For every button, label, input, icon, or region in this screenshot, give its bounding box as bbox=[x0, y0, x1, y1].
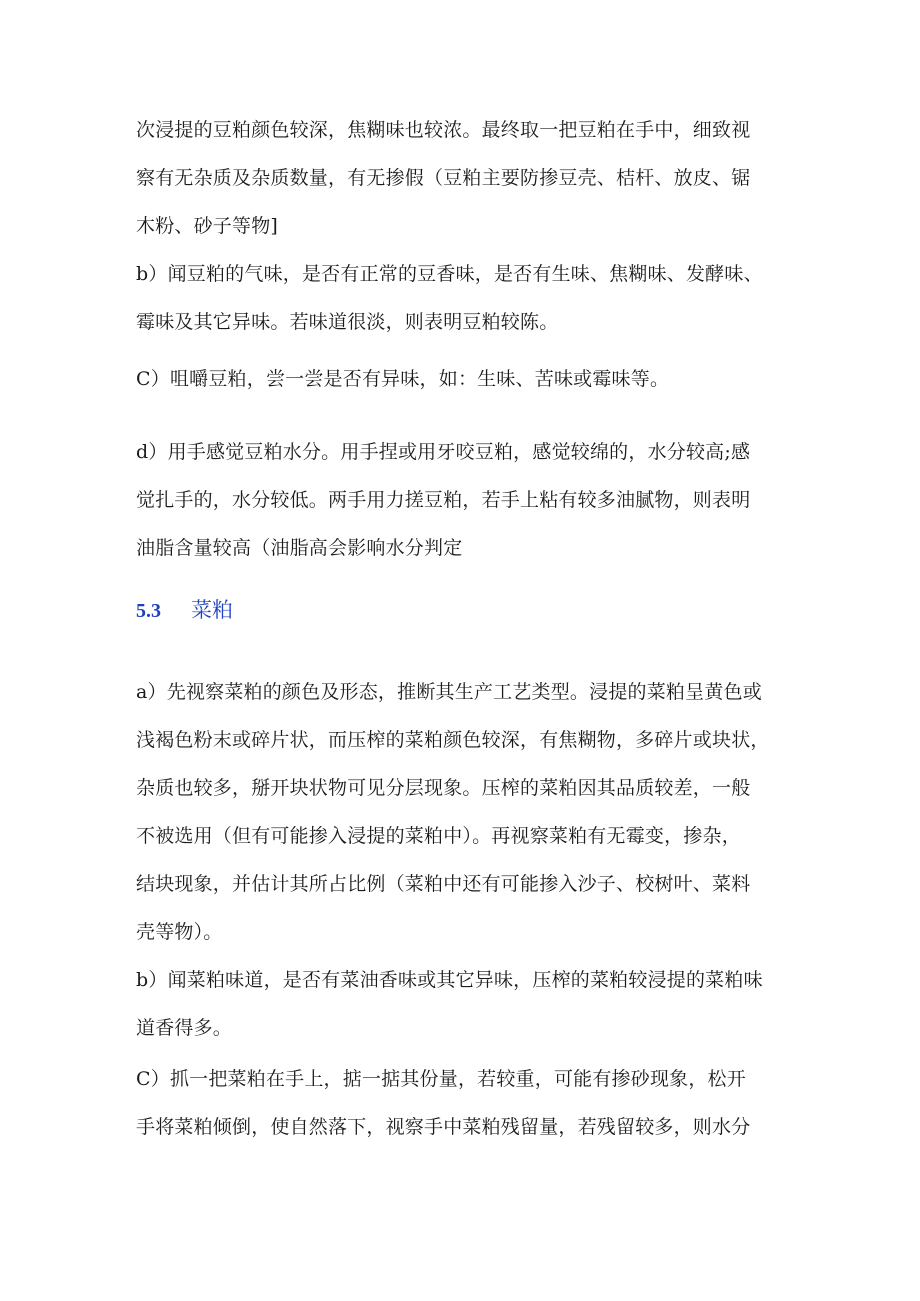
paragraph-line: 杂质也较多，掰开块状物可见分层现象。压榨的菜粕因其品质较差，一般 bbox=[136, 777, 751, 799]
section-number: 5.3 bbox=[136, 600, 161, 622]
paragraph-line: C）咀嚼豆粕，尝一尝是否有异味，如：生味、苦味或霉味等。 bbox=[136, 368, 670, 390]
paragraph-line: 察有无杂质及杂质数量，有无掺假（豆粕主要防掺豆壳、桔杆、放皮、锯 bbox=[136, 167, 751, 189]
paragraph-line: 觉扎手的，水分较低。两手用力搓豆粕，若手上粘有较多油腻物，则表明 bbox=[136, 489, 751, 511]
paragraph-line: 次浸提的豆粕颜色较深，焦糊味也较浓。最终取一把豆粕在手中，细致视 bbox=[136, 119, 751, 141]
paragraph-line: 霉味及其它异味。若味道很淡，则表明豆粕较陈。 bbox=[136, 311, 559, 333]
paragraph-line: 浅褐色粉末或碎片状，而压榨的菜粕颜色较深，有焦糊物，多碎片或块状， bbox=[136, 729, 770, 751]
paragraph-line: 木粉、砂子等物] bbox=[136, 215, 279, 237]
paragraph-line: a）先视察菜粕的颜色及形态，推断其生产工艺类型。浸提的菜粕呈黄色或 bbox=[136, 681, 762, 703]
paragraph-line: 道香得多。 bbox=[136, 1017, 233, 1039]
section-title: 菜粕 bbox=[191, 598, 233, 622]
paragraph-line: 油脂含量较高（油脂高会影响水分判定 bbox=[136, 537, 463, 559]
paragraph-line: 手将菜粕倾倒，使自然落下，视察手中菜粕残留量，若残留较多，则水分 bbox=[136, 1116, 751, 1138]
section-heading bbox=[136, 596, 233, 625]
paragraph-line: d）用手感觉豆粕水分。用手捏或用牙咬豆粕，感觉较绵的，水分较高;感 bbox=[136, 441, 751, 463]
paragraph-line: b）闻豆粕的气味，是否有正常的豆香味，是否有生味、焦糊味、发酵味、 bbox=[136, 263, 763, 285]
paragraph-line: b）闻菜粕味道，是否有菜油香味或其它异味，压榨的菜粕较浸提的菜粕味 bbox=[136, 969, 763, 991]
paragraph-line: 结块现象，并估计其所占比例（菜粕中还有可能掺入沙子、校树叶、菜料 bbox=[136, 873, 751, 895]
paragraph-line: 壳等物）。 bbox=[136, 921, 223, 943]
paragraph-line: 不被选用（但有可能掺入浸提的菜粕中）。再视察菜粕有无霉变，掺杂， bbox=[136, 825, 741, 847]
paragraph-line: C）抓一把菜粕在手上，掂一掂其份量，若较重，可能有掺砂现象，松开 bbox=[136, 1068, 746, 1090]
